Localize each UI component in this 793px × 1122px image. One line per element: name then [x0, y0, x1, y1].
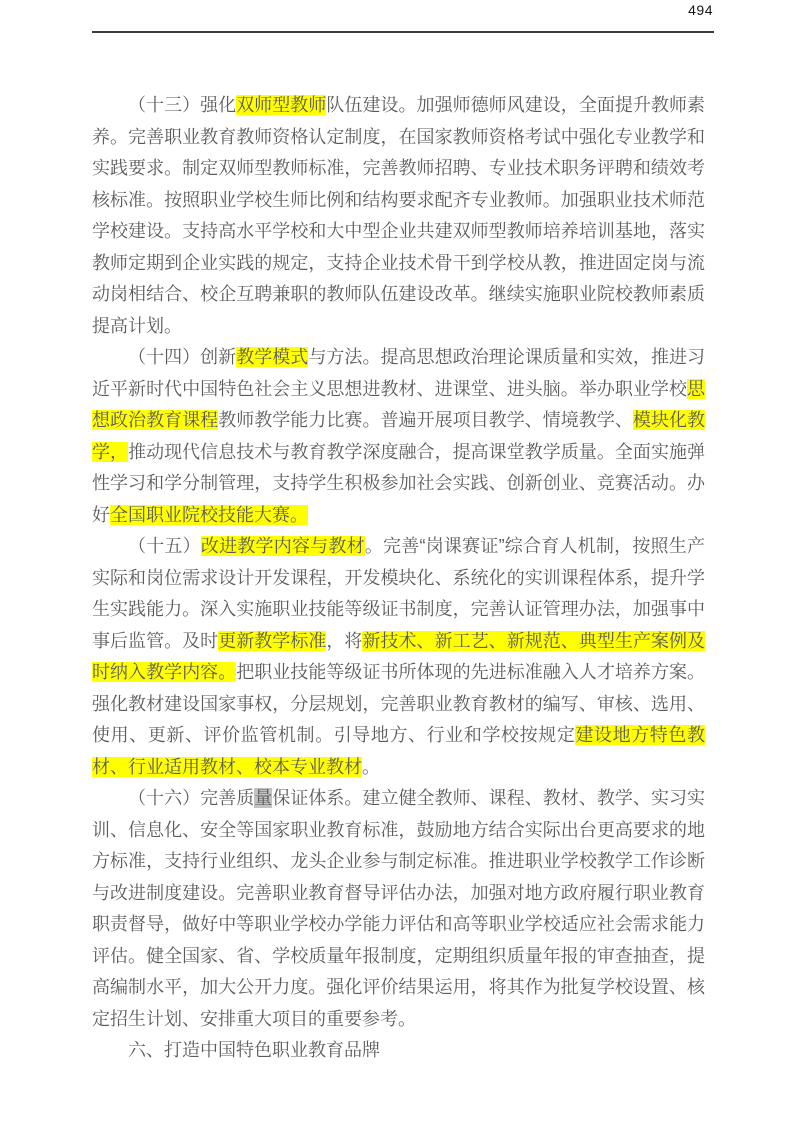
text-run: （十六）完善质 [128, 788, 255, 808]
header-rule [92, 31, 714, 33]
highlighted-text: 新技术、新工艺、新规范、典型生产案例及时纳入教学内容。 [92, 630, 706, 682]
highlighted-text: 建设地方特色教材、行业适用教材、校本专业教材 [92, 725, 705, 777]
page-number: 494 [688, 2, 713, 18]
text-run: （十四）创新 [128, 347, 237, 367]
highlighted-text: 思想政治教育课程 [92, 378, 705, 430]
paragraph-16 [92, 783, 705, 1035]
text-run: 。完善“岗课赛证”综合育人机制，按照生产实际和岗位需求设计开发课程，开发模块化、系统化的实训课程体系，提升学生实践能力。深入实施职业技能等级证书制度，完善认证管理办法，加强事中事后监管。及时 [92, 536, 705, 651]
highlighted-text: 改进教学内容与教材 [200, 536, 365, 556]
text-run: 把职业技能等级证书所体现的先进标准融入人才培养方案。强化教材建设国家事权，分层规划，完善职业教育教材的编写、审核、选用、使用、更新、评价监管机制。引导地方、行业和学校按规定 [92, 662, 706, 745]
text-run: 与方法。提高思想政治理论课质量和实效，推进习近平新时代中国特色社会主义思想进教材、进课堂、进头脑。举办职业学校 [92, 347, 706, 399]
gray-marked-text: 量 [254, 788, 273, 808]
document-body [92, 90, 705, 1067]
text-run: 六、打造中国特色职业教育品牌 [128, 1040, 380, 1060]
paragraph-14 [92, 342, 705, 531]
highlighted-text: 模块化教学， [92, 410, 706, 462]
text-run: 推动现代信息技术与教育教学深度融合，提高课堂教学质量。全面实施弹性学习和学分制管理，支持学生积极参加社会实践、创新创业、竞赛活动。办好 [92, 441, 705, 525]
text-run: 。 [362, 756, 380, 777]
highlighted-text: 双师型教师 [236, 95, 327, 115]
text-run: （十三）强化 [128, 95, 237, 115]
section-heading-6 [92, 1035, 705, 1067]
highlighted-text: 全国职业院校技能大赛。 [110, 504, 308, 525]
paragraph-15 [92, 531, 705, 783]
highlighted-text: 教学模式 [236, 347, 309, 367]
paragraph-13 [92, 90, 705, 342]
text-run: ，将 [326, 630, 363, 651]
text-run: 保证体系。建立健全教师、课程、教材、教学、实习实训、信息化、安全等国家职业教育标准，鼓励地方结合实际出台更高要求的地方标准，支持行业组织、龙头企业参与制定标准。推进职业学校教学工作诊断与改进制度建设。完善职业教育督导评估办法，加强对地方政府履行职业教育职责督导，做好中等职业学校办学能力评估和高等职业学校适应社会需求能力评估。健全国家、省、学校质量年报制度，定期组织质量年报的审查抽查，提高编制水平，加大公开力度。强化评价结果运用，将其作为批复学校设置、核定招生计划、安排重大项目的重要参考。 [92, 788, 706, 1029]
text-run: （十五） [128, 536, 201, 556]
text-run: 教师教学能力比赛。普遍开展项目教学、情境教学、 [218, 410, 633, 430]
highlighted-text: 更新教学标准 [218, 630, 327, 651]
text-run: 队伍建设。加强师德师风建设，全面提升教师素养。完善职业教育教师资格认定制度，在国家教师资格考试中强化专业教学和实践要求。制定双师型教师标准，完善教师招聘、专业技术职务评聘和绩效考核标准。按照职业学校生师比例和结构要求配齐专业教师。加强职业技术师范学校建设。支持高水平学校和大中型企业共建双师型教师培养培训基地，落实教师定期到企业实践的规定，支持企业技术骨干到学校从教，推进固定岗与流动岗相结合、校企互聘兼职的教师队伍建设改革。继续实施职业院校教师素质提高计划。 [92, 95, 706, 336]
